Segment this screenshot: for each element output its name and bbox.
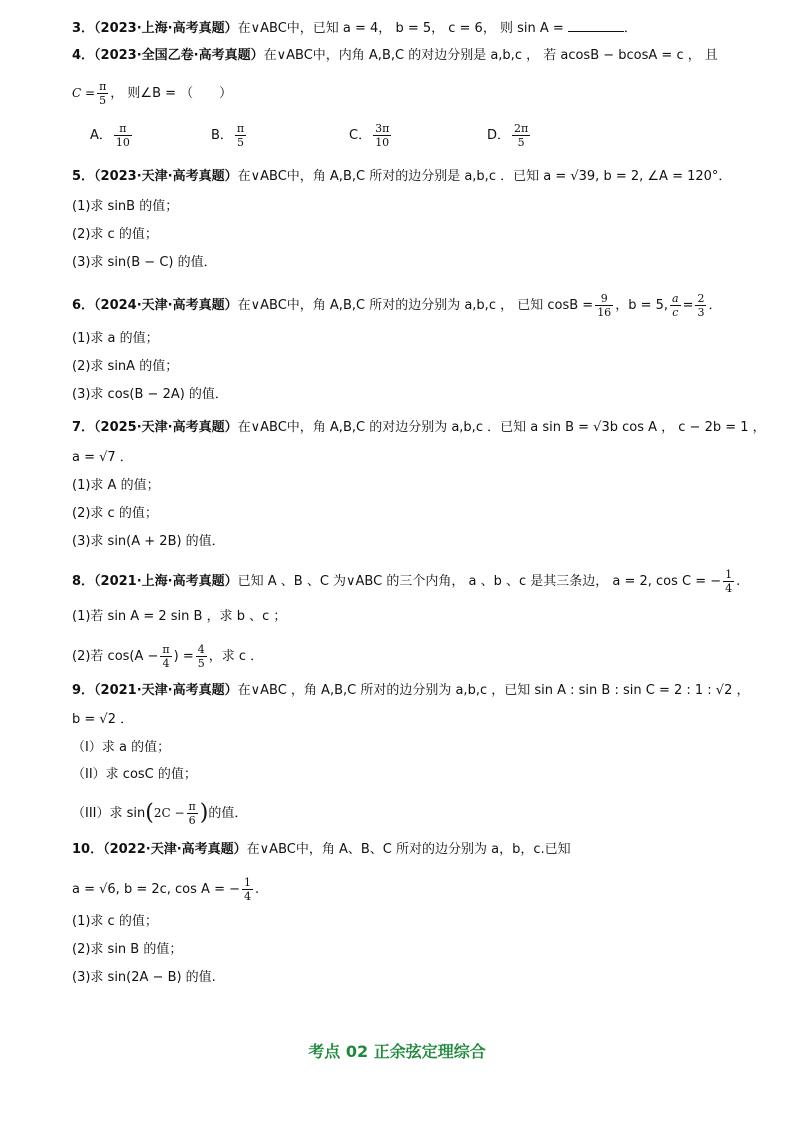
subquestion-text-end: 的值． bbox=[208, 806, 248, 821]
option-label: B． bbox=[211, 128, 233, 143]
option-b[interactable] bbox=[211, 122, 248, 149]
subquestion-1: (1)求 c 的值； bbox=[72, 914, 158, 929]
question-text: 已知 A 、B 、C 为∨ABC 的三个内角， a 、b 、c 是其三条边， a = 2, cos C = − bbox=[237, 574, 722, 589]
question-text: 在∨ABC中，角 A、B、C 所对的边分别为 a，b，c.已知 bbox=[246, 842, 571, 857]
subquestion-2: (2)求 sin B 的值； bbox=[72, 942, 183, 957]
denominator: 5 bbox=[197, 657, 205, 670]
subquestion-3: (3)求 sin(A + 2B) 的值． bbox=[72, 534, 225, 549]
question-9 bbox=[72, 682, 750, 700]
subquestion-1: （I）求 a 的值； bbox=[72, 740, 171, 755]
equals-sign: = bbox=[682, 298, 694, 313]
condition-rest: ， 则∠B = （ ） bbox=[110, 86, 233, 101]
question-source: （2023·全国乙卷·高考真题） bbox=[94, 48, 264, 63]
question-number: 4． bbox=[72, 48, 95, 63]
question-10-line2 bbox=[72, 876, 259, 903]
question-end: . bbox=[736, 574, 741, 589]
fraction bbox=[235, 122, 246, 149]
numerator: π bbox=[188, 800, 196, 813]
subquestion-3 bbox=[72, 800, 247, 827]
question-text: a = √6, b = 2c, cos A = − bbox=[72, 882, 240, 897]
fraction bbox=[97, 80, 108, 107]
numerator: π bbox=[162, 643, 170, 656]
subquestion-3: (3)求 cos(B − 2A) 的值． bbox=[72, 387, 228, 402]
fraction bbox=[160, 643, 171, 670]
question-text: 在∨ABC中，角 A,B,C 所对的边分别是 a,b,c ．已知 a = √39, b = 2, ∠A = 120°． bbox=[237, 169, 732, 184]
question-7-line2: a = √7 ． bbox=[72, 450, 133, 465]
numerator: 1 bbox=[243, 876, 251, 889]
left-paren: ( bbox=[145, 800, 154, 826]
question-end: . bbox=[254, 882, 260, 897]
numerator: π bbox=[114, 122, 132, 136]
question-4 bbox=[72, 47, 718, 65]
subquestion-text: (2)若 cos(A − bbox=[72, 649, 159, 664]
question-source: （2021·天津·高考真题） bbox=[94, 683, 238, 698]
fraction bbox=[670, 292, 681, 319]
fraction bbox=[723, 568, 734, 595]
question-4-condition bbox=[72, 80, 232, 107]
subquestion-2: (2)求 sinA 的值； bbox=[72, 359, 179, 374]
question-7 bbox=[72, 419, 766, 437]
question-text: 在∨ABC中，角 A,B,C 的对边分别为 a,b,c ．已知 a sin B = √3b cos A ， c − 2b = 1 ， bbox=[237, 420, 766, 435]
denominator: 3 bbox=[697, 306, 705, 319]
right-paren: ) bbox=[199, 800, 209, 826]
denominator: 5 bbox=[517, 136, 525, 149]
question-number: 7． bbox=[72, 420, 95, 435]
question-number: 5． bbox=[72, 169, 95, 184]
question-end: ． bbox=[708, 298, 722, 313]
fraction bbox=[196, 643, 207, 670]
question-number: 10． bbox=[72, 842, 104, 857]
condition-lhs: C = bbox=[72, 86, 96, 100]
option-a[interactable] bbox=[90, 122, 134, 149]
question-source: （2022·天津·高考真题） bbox=[103, 842, 247, 857]
numerator: π bbox=[99, 80, 107, 93]
option-label: C． bbox=[349, 128, 372, 143]
subquestion-text-mid: ) = bbox=[173, 649, 194, 664]
subquestion-3: (3)求 sin(B − C) 的值． bbox=[72, 255, 217, 270]
fraction bbox=[595, 292, 613, 319]
question-number: 3． bbox=[72, 21, 95, 36]
question-text: 在∨ABC中，已知 a = 4， b = 5， c = 6， 则 sin A = bbox=[237, 21, 568, 36]
question-source: （2024·天津·高考真题） bbox=[94, 298, 238, 313]
option-label: A． bbox=[90, 128, 112, 143]
denominator: 10 bbox=[375, 136, 390, 149]
denominator: 5 bbox=[237, 136, 245, 149]
section-heading: 考点 02 正余弦定理综合 bbox=[308, 1042, 486, 1061]
subquestion-1: (1)求 sinB 的值； bbox=[72, 199, 179, 214]
question-source: （2023·上海·高考真题） bbox=[94, 21, 238, 36]
subquestion-text: （III）求 sin bbox=[72, 806, 146, 821]
numerator: 2 bbox=[697, 292, 705, 305]
question-end: ． bbox=[623, 21, 637, 36]
denominator: 5 bbox=[99, 94, 107, 107]
fraction bbox=[512, 122, 530, 149]
fraction bbox=[242, 876, 253, 903]
question-source: （2021·上海·高考真题） bbox=[94, 574, 238, 589]
numerator: π bbox=[236, 122, 245, 135]
denominator: 6 bbox=[188, 814, 196, 827]
numerator: 1 bbox=[725, 568, 733, 581]
subquestion-1: (1)若 sin A = 2 sin B ，求 b 、c ； bbox=[72, 609, 287, 624]
question-8 bbox=[72, 568, 740, 595]
question-text-mid: ，b = 5, bbox=[615, 298, 669, 313]
numerator: 2π bbox=[514, 122, 529, 135]
numerator: a bbox=[672, 292, 679, 305]
question-9-line2: b = √2 ． bbox=[72, 712, 134, 727]
denominator: c bbox=[672, 306, 679, 319]
question-text: 在∨ABC中，内角 A,B,C 的对边分别是 a,b,c ， 若 acosB − bcosA = c ， 且 bbox=[263, 48, 718, 63]
subquestion-3: (3)求 sin(2A − B) 的值. bbox=[72, 970, 216, 985]
subquestion-2: (2)求 c 的值； bbox=[72, 227, 158, 242]
fraction bbox=[114, 122, 132, 149]
denominator: 4 bbox=[725, 582, 733, 595]
denominator: 4 bbox=[243, 890, 251, 903]
numerator: 9 bbox=[595, 292, 613, 306]
answer-blank bbox=[568, 19, 624, 32]
subquestion-text-end: ，求 c ． bbox=[208, 649, 264, 664]
question-text: 在∨ABC ，角 A,B,C 所对的边分别为 a,b,c ，已知 sin A : sin B : sin C = 2 : 1 : √2 ， bbox=[237, 683, 750, 698]
fraction bbox=[373, 122, 391, 149]
question-text: 在∨ABC中，角 A,B,C 所对的边分别为 a,b,c ， 已知 cosB = bbox=[237, 298, 594, 313]
question-source: （2023·天津·高考真题） bbox=[94, 169, 238, 184]
question-5 bbox=[72, 168, 731, 186]
question-number: 8． bbox=[72, 574, 95, 589]
numerator: 4 bbox=[197, 643, 205, 656]
numerator: 3π bbox=[375, 122, 390, 135]
subquestion-2: （II）求 cosC 的值； bbox=[72, 767, 197, 782]
question-3 bbox=[72, 19, 637, 38]
question-10 bbox=[72, 841, 571, 859]
subquestion-2: (2)求 c 的值； bbox=[72, 506, 158, 521]
denominator: 10 bbox=[115, 136, 130, 149]
denominator: 4 bbox=[162, 657, 170, 670]
option-c[interactable] bbox=[349, 122, 393, 149]
question-6 bbox=[72, 292, 722, 319]
option-label: D． bbox=[487, 128, 511, 143]
question-number: 9． bbox=[72, 683, 95, 698]
subquestion-2 bbox=[72, 643, 263, 670]
question-source: （2025·天津·高考真题） bbox=[94, 420, 238, 435]
question-number: 6． bbox=[72, 298, 95, 313]
subquestion-1: (1)求 A 的值； bbox=[72, 478, 160, 493]
denominator: 16 bbox=[597, 306, 612, 319]
fraction bbox=[695, 292, 706, 319]
fraction bbox=[187, 800, 198, 827]
option-d[interactable] bbox=[487, 122, 532, 149]
subquestion-expr: 2C − bbox=[153, 806, 185, 820]
subquestion-1: (1)求 a 的值； bbox=[72, 331, 159, 346]
